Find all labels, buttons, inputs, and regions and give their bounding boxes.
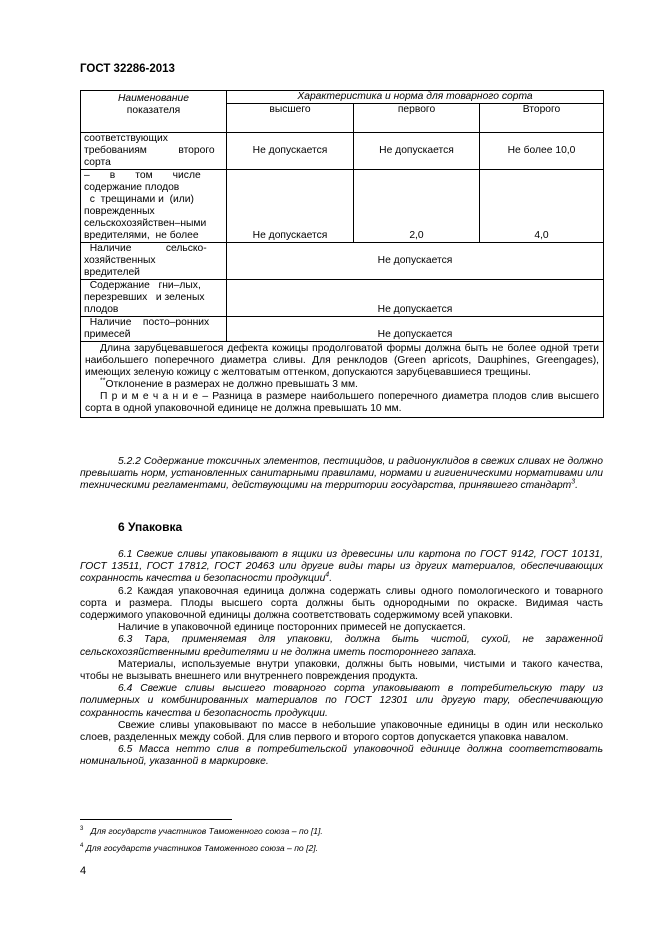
table-row <box>81 133 604 170</box>
table-row <box>81 243 604 280</box>
paragraph-6-5: 6.5 Масса нетто слив в потребительской упаковочной единице должна соответствовать номинальной, указанной в маркировке. <box>80 744 603 768</box>
cell-value: Не более 10,0 <box>480 133 604 170</box>
paragraph-6-4: 6.4 Свежие сливы высшего товарного сорта упаковывают в потребительскую тару из полимерных и комбинированных материалов по ГОСТ 12301 или другую тару, обеспечивающую сохранность качества и безопасность продукции. <box>80 683 603 719</box>
cell-value: Не допускается <box>227 170 354 243</box>
table-notes <box>81 342 604 418</box>
note-size-deviation: Отклонение в размерах не должно превышать 3 мм. <box>105 379 358 390</box>
footnote-ref-3: 3 <box>571 478 576 486</box>
row-name <box>81 133 227 170</box>
table-row <box>81 317 604 342</box>
table-header-row <box>81 91 604 104</box>
footnote-separator <box>80 819 232 820</box>
section-6-body: 6.1 Свежие сливы упаковывают в ящики из древесины или картона по ГОСТ 9142, ГОСТ 10131, ГОСТ 13511, ГОСТ 17812, ГОСТ 20463 или другие виды тары из других материалов, обеспечивающих сохранность качества и безопасности продукции$^4$. 6.2 Каждая упаковочная единица должна содержать сливы одного помологического и товарного сорта и размера. Плоды высшего сорта должны быть однородными по окраске. Видимая часть содержимого упаковочной единицы должна соответствовать содержимому всей упаковки. Наличие в упаковочной единице посторонних примесей не допускается. 6.3 Тара, применяемая для упаковки, должна быть чистой, сухой, не зараженной сельскохозяйственными вредителями и не должна иметь постороннего запаха. Материалы, используемые внутри упаковки, должны быть новыми, чистыми и такого качества, чтобы не вызывать внешнего или внутреннего повреждения продукта. 6.4 Свежие сливы высшего товарного сорта упаковывают в потребительскую тару из полимерных и комбинированных материалов по ГОСТ 12301 или другую тару, обеспечивающую сохранность качества и безопасность продукции. Свежие сливы упаковывают по массе в небольшие упаковочные единицы в один или несколько слоев, разделенных между собой. Для слив первого и второго сортов допускается упаковка навалом. 6.5 Масса нетто слив в потребительской упаковочной единице должна соответствовать номинальной, указанной в маркировке. <box>80 549 603 768</box>
paragraph-6-2: 6.2 Каждая упаковочная единица должна содержать сливы одного помологического и товарного сорта и размера. Плоды высшего сорта должны быть однородными по окраске. Видимая часть содержимого упаковочной единицы должна соответствовать содержимому всей упаковки. <box>80 585 603 622</box>
requirements-table <box>80 90 604 418</box>
row-name <box>81 317 227 342</box>
row-name-line: плодов <box>84 304 119 315</box>
row-name-line: поврежденных <box>84 206 155 217</box>
row-name-line: Наличие посто–ронних <box>84 317 210 328</box>
cell-value: Не допускается <box>227 133 354 170</box>
cell-value-merged: Не допускается <box>227 317 604 342</box>
paragraph-5-2-2: 5.2.2 Содержание токсичных элементов, пестицидов, и радионуклидов в свежих сливах не должно превышать норм, установленных санитарными правилами, нормами и гигиеническими нормативами или техническими регламентами, действующими на территории государства, принявшего стандарт <box>80 456 603 492</box>
note-remark: П р и м е ч а н и е – Разница в размере наибольшего поперечного диаметра плодов слив высшего сорта в одной упаковочной единице не должна превышать 10 мм. <box>85 391 600 414</box>
paragraph-6-1: 6.1 Свежие сливы упаковывают в ящики из древесины или картона по ГОСТ 9142, ГОСТ 10131, ГОСТ 13511, ГОСТ 17812, ГОСТ 20463 или другие виды тары из других материалов, обеспечивающих сохранность качества и безопасности продукции <box>80 549 603 585</box>
row-name-line: Содержание гни–лых, <box>84 280 201 291</box>
row-name-line: Наличие сельско- <box>84 243 207 254</box>
grade-header-second: Второго <box>480 104 604 133</box>
row-name-line: содержание плодов <box>84 182 180 193</box>
table-row <box>81 170 604 243</box>
footnote-mark: 3 <box>80 826 84 833</box>
row-name <box>81 280 227 317</box>
section-6-title: 6 Упаковка <box>118 520 183 534</box>
row-name-line: вредителями, не более <box>84 230 199 241</box>
grade-group-header: Характеристика и норма для товарного сорта <box>227 91 604 104</box>
paragraph-6-3b: Материалы, используемые внутри упаковки, должны быть новыми, чистыми и такого качества, чтобы не вызывать внешнего или внутреннего повреждения продукта. <box>80 658 603 683</box>
indicator-column-header <box>81 91 227 133</box>
cell-value: 2,0 <box>354 170 480 243</box>
footnote-ref-4: 4 <box>325 571 330 579</box>
note-scar-defect: Длина зарубцевавшегося дефекта кожицы продолговатой формы должна быть не более одной трети наибольшего поперечного диаметра сливы. Для ренклодов (Green apricots, Dauphines, Greengages), имеющих зеленую кожицу с желтоватым оттенком, допускаются зарубцевавшиеся трещины. <box>85 343 600 378</box>
row-name-line: с трещинами и (или) <box>84 194 194 205</box>
paragraph-6-2b: Наличие в упаковочной единице посторонних примесей не допускается. <box>118 622 466 634</box>
footnote-4 <box>80 843 318 853</box>
cell-value-merged: Не допускается <box>227 280 604 317</box>
cell-value-merged: Не допускается <box>227 243 604 280</box>
table-row <box>81 280 604 317</box>
document-header: ГОСТ 32286-2013 <box>80 63 175 75</box>
table-notes-row <box>81 342 604 418</box>
row-name-line: перезревших и зеленых <box>84 292 205 303</box>
footnote-text: Для государств участников Таможенного союза – по [1]. <box>90 826 323 836</box>
grade-header-first: первого <box>354 104 480 133</box>
row-name-line: хозяйственных <box>84 255 156 266</box>
row-name-line: – в том числе <box>84 170 201 181</box>
row-name-line: примесей <box>84 329 131 340</box>
row-name-line: сельскохозяйствен–ными <box>84 218 207 229</box>
row-name <box>81 243 227 280</box>
paragraph-5-2-2-block: 5.2.2 Содержание токсичных элементов, пестицидов, и радионуклидов в свежих сливах не должно превышать норм, установленных санитарными правилами, нормами и гигиеническими нормативами или техническими регламентами, действующими на территории государства, принявшего стандарт$^3$. <box>80 456 603 492</box>
footnote-3 <box>80 826 323 836</box>
footnote-mark: 4 <box>80 843 84 850</box>
page-number: 4 <box>80 865 87 877</box>
row-name-line: вредителей <box>84 267 140 278</box>
row-name <box>81 170 227 243</box>
row-name-line: соответствующих <box>84 133 168 144</box>
row-name-line: сорта <box>84 157 111 168</box>
footnote-text: Для государств участников Таможенного союза – по [2]. <box>85 843 319 853</box>
cell-value: Не допускается <box>354 133 480 170</box>
cell-value: 4,0 <box>480 170 604 243</box>
row-name-line: требованиям второго <box>84 145 215 156</box>
paragraph-6-4b: Свежие сливы упаковывают по массе в небольшие упаковочные единицы в один или несколько слоев, разделенных между собой. Для слив первого и второго сортов допускается упаковка навалом. <box>80 719 603 744</box>
indicator-header-line2: показателя <box>126 105 181 116</box>
paragraph-6-3: 6.3 Тара, применяемая для упаковки, должна быть чистой, сухой, не зараженной сельскохозяйственными вредителями и не должна иметь постороннего запаха. <box>80 634 603 658</box>
note-mark: ** <box>100 377 106 385</box>
grade-header-highest: высшего <box>227 104 354 133</box>
indicator-header-line1: Наименование <box>117 93 190 104</box>
